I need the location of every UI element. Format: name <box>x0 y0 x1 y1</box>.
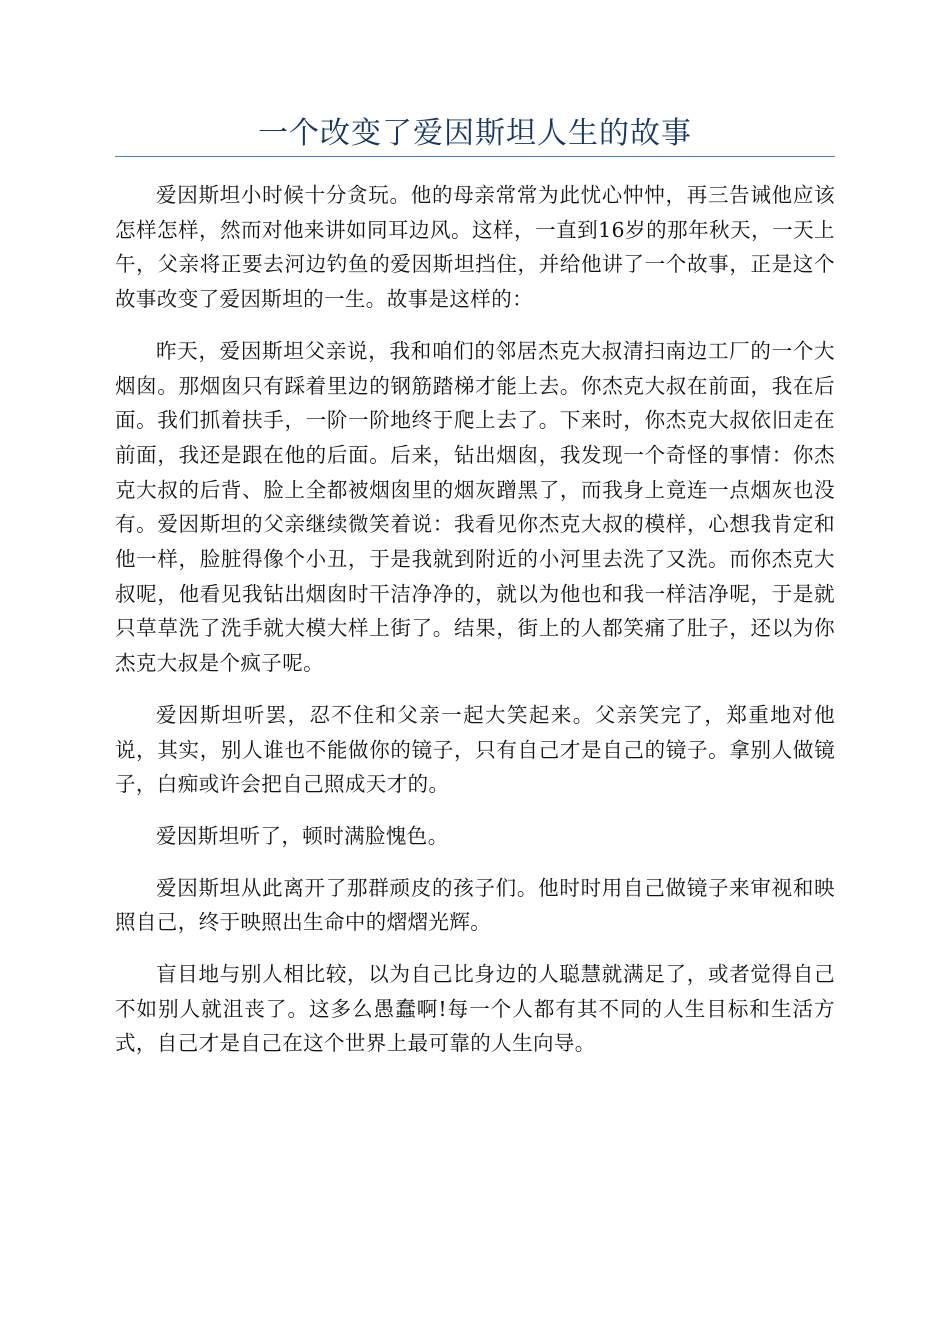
document-body <box>115 178 835 1078</box>
paragraph-father-story: 昨天，爱因斯坦父亲说，我和咱们的邻居杰克大叔清扫南边工厂的一个大烟囱。那烟囱只有踩着里边的钢筋踏梯才能上去。你杰克大叔在前面，我在后面。我们抓着扶手，一阶一阶地终于爬上去了。下来时，你杰克大叔依旧走在前面，我还是跟在他的后面。后来，钻出烟囱，我发现一个奇怪的事情：你杰克大叔的后背、脸上全都被烟囱里的烟灰蹭黑了，而我身上竟连一点烟灰也没有。爱因斯坦的父亲继续微笑着说：我看见你杰克大叔的模样，心想我肯定和他一样，脸脏得像个小丑，于是我就到附近的小河里去洗了又洗。而你杰克大叔呢，他看见我钻出烟囱时干洁净净的，就以为他也和我一样洁净呢，于是就只草草洗了洗手就大模大样上街了。结果，街上的人都笑痛了肚子，还以为你杰克大叔是个疯子呢。 <box>115 338 835 676</box>
paragraph-intro: 爱因斯坦小时候十分贪玩。他的母亲常常为此忧心忡忡，再三告诫他应该怎样怎样，然而对他来讲如同耳边风。这样，一直到16岁的那年秋天，一天上午，父亲将正要去河边钓鱼的爱因斯坦挡住，并给他讲了一个故事，正是这个故事改变了爱因斯坦的一生。故事是这样的： <box>115 183 835 312</box>
document-title: 一个改变了爱因斯坦人生的故事 <box>258 116 692 151</box>
paragraph-conclusion: 盲目地与别人相比较，以为自己比身边的人聪慧就满足了，或者觉得自己不如别人就沮丧了。这多么愚蠢啊!每一个人都有其不同的人生目标和生活方式，自己才是自己在这个世界上最可靠的人生向导。 <box>115 962 835 1056</box>
paragraph-ashamed: 爱因斯坦听了，顿时满脸愧色。 <box>156 823 449 848</box>
paragraph-change: 爱因斯坦从此离开了那群顽皮的孩子们。他时时用自己做镜子来审视和映照自己，终于映照出生命中的熠熠光辉。 <box>115 875 835 935</box>
paragraph-mirror-lesson: 爱因斯坦听罢，忍不住和父亲一起大笑起来。父亲笑完了，郑重地对他说，其实，别人谁也不能做你的镜子，只有自己才是自己的镜子。拿别人做镜子，白痴或许会把自己照成天才的。 <box>115 702 835 797</box>
title-block <box>115 112 835 157</box>
